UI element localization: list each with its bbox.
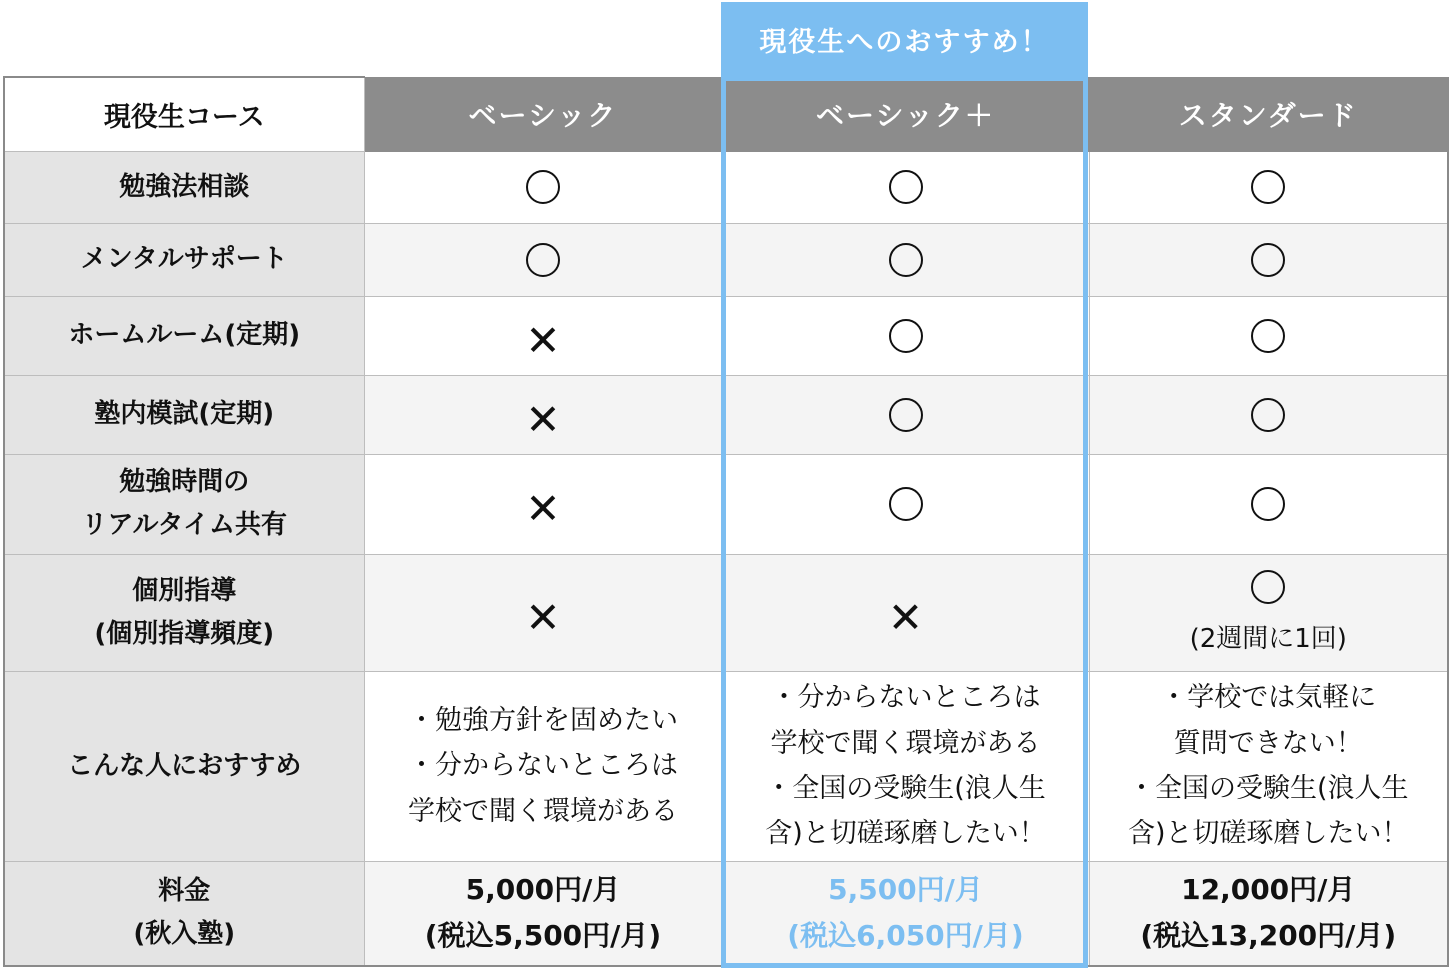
price-monthly: 5,000円/月 — [465, 873, 621, 907]
price-monthly: 12,000円/月 — [1181, 873, 1356, 907]
circle-icon — [889, 487, 923, 521]
circle-icon — [889, 398, 923, 432]
price-monthly: 5,500円/月 — [828, 873, 983, 907]
frequency-note: (2週間に1回) — [1189, 624, 1347, 654]
circle-icon — [889, 319, 923, 353]
cross-icon: ✕ — [525, 592, 561, 642]
course-title: 現役生コース — [4, 77, 364, 151]
plan-header-basic: ベーシック — [364, 77, 722, 151]
feature-row — [4, 223, 1448, 296]
feature-cell — [722, 375, 1089, 454]
circle-icon — [526, 170, 560, 204]
feature-cell — [364, 454, 722, 554]
circle-icon — [1251, 570, 1285, 604]
plan-header-standard: スタンダード — [1089, 77, 1448, 151]
feature-cell — [364, 223, 722, 296]
recommend-banner: 現役生へのおすすめ！ — [721, 2, 1088, 76]
cross-icon: ✕ — [525, 394, 561, 444]
price-tax-included: (税込6,050円/月) — [787, 919, 1024, 953]
feature-cell — [1089, 554, 1448, 671]
pricing-row — [4, 861, 1448, 966]
feature-cell — [1089, 151, 1448, 223]
feature-cell — [1089, 454, 1448, 554]
feature-cell — [1089, 223, 1448, 296]
feature-label: ホームルーム(定期) — [4, 296, 364, 375]
recommend-row — [4, 671, 1448, 861]
feature-label: メンタルサポート — [4, 223, 364, 296]
feature-row — [4, 375, 1448, 454]
feature-label: 勉強法相談 — [4, 151, 364, 223]
circle-icon — [526, 243, 560, 277]
feature-cell — [722, 223, 1089, 296]
circle-icon — [1251, 398, 1285, 432]
feature-row — [4, 554, 1448, 671]
price-tax-included: (税込5,500円/月) — [424, 919, 662, 953]
circle-icon — [1251, 319, 1285, 353]
cross-icon: ✕ — [887, 592, 924, 642]
circle-icon — [889, 243, 923, 277]
plan-header-basic-plus: ベーシック＋ — [722, 77, 1089, 151]
feature-cell — [722, 554, 1089, 671]
recommend-label: こんな人におすすめ — [4, 671, 364, 861]
feature-cell — [1089, 296, 1448, 375]
recommend-cell: ・勉強方針を固めたい ・分からないところは 学校で聞く環境がある — [364, 671, 722, 861]
price-cell — [364, 861, 722, 966]
price-cell — [1089, 861, 1448, 966]
feature-row — [4, 151, 1448, 223]
price-cell — [722, 861, 1089, 966]
circle-icon — [889, 170, 923, 204]
circle-icon — [1251, 243, 1285, 277]
pricing-label: 料金 (秋入塾) — [4, 861, 364, 966]
cross-icon: ✕ — [525, 484, 561, 533]
feature-label: 勉強時間の リアルタイム共有 — [4, 454, 364, 554]
feature-cell — [722, 454, 1089, 554]
feature-cell — [364, 375, 722, 454]
feature-label: 個別指導 (個別指導頻度) — [4, 554, 364, 671]
feature-cell — [364, 554, 722, 671]
recommend-cell: ・学校では気軽に 質問できない！ ・全国の受験生(浪人生 含)と切磋琢磨したい！ — [1089, 671, 1448, 861]
feature-row — [4, 454, 1448, 554]
feature-label: 塾内模試(定期) — [4, 375, 364, 454]
feature-cell — [364, 296, 722, 375]
price-tax-included: (税込13,200円/月) — [1140, 919, 1397, 953]
recommend-cell: ・分からないところは 学校で聞く環境がある ・全国の受験生(浪人生 含)と切磋琢磨したい！ — [722, 671, 1089, 861]
feature-cell — [364, 151, 722, 223]
feature-row — [4, 296, 1448, 375]
feature-cell — [722, 151, 1089, 223]
circle-icon — [1251, 170, 1285, 204]
circle-icon — [1251, 487, 1285, 521]
header-row — [4, 77, 1448, 151]
comparison-table — [3, 76, 1449, 967]
feature-cell — [1089, 375, 1448, 454]
cross-icon: ✕ — [525, 315, 561, 365]
feature-cell — [722, 296, 1089, 375]
